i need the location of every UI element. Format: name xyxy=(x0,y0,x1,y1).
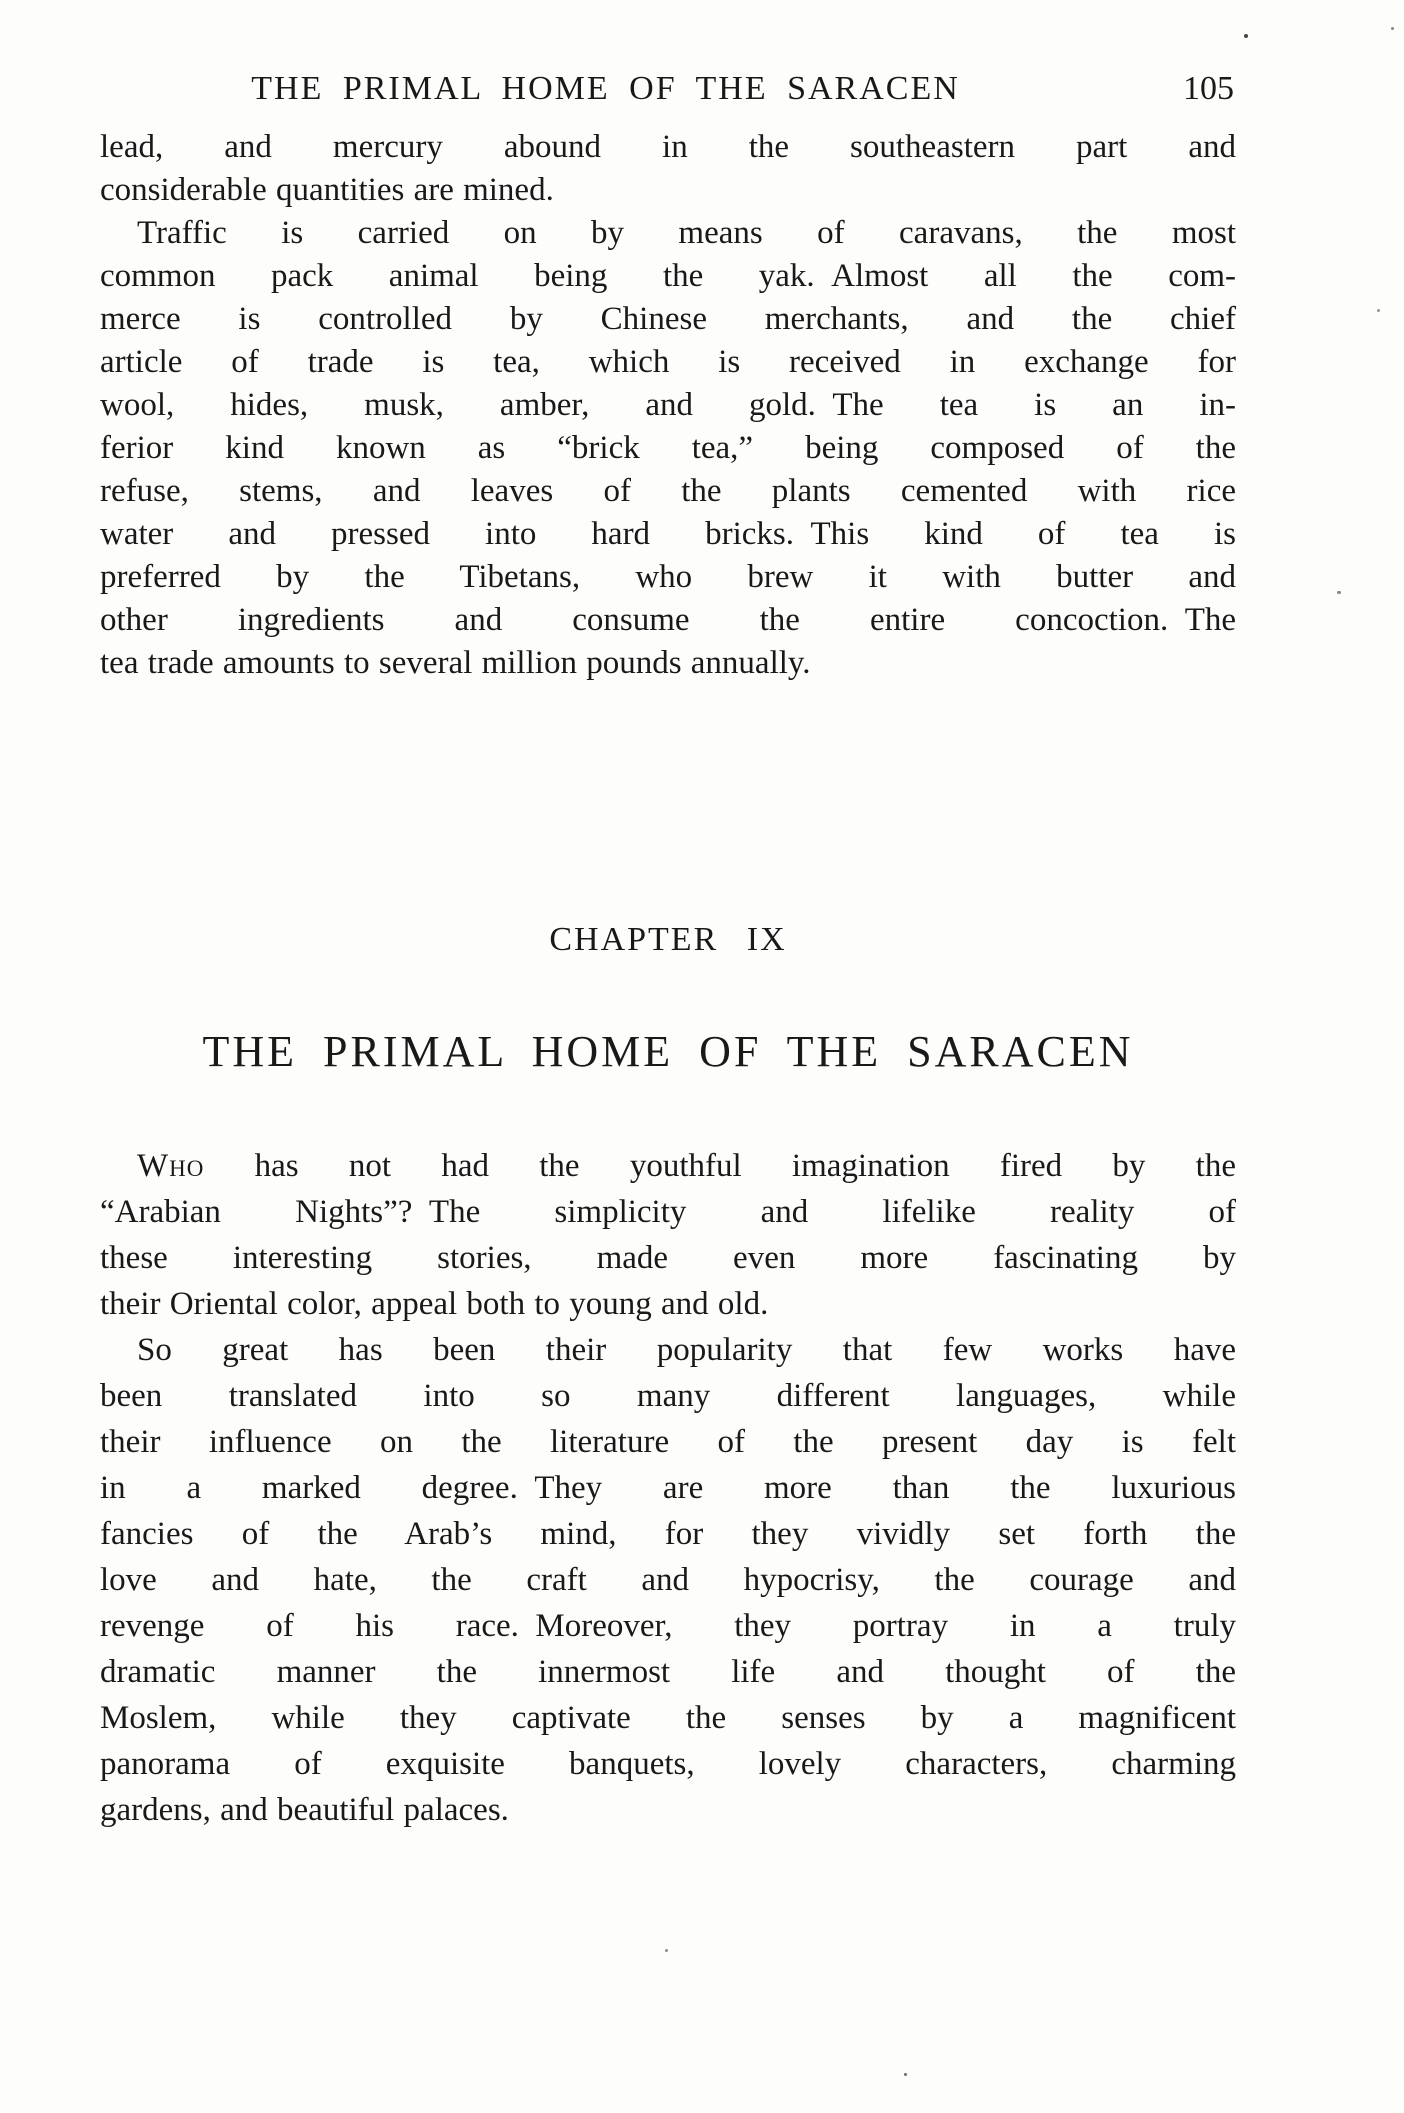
text-line: water and pressed into hard bricks. This kind of tea is xyxy=(100,516,1236,552)
scan-speck xyxy=(1337,591,1341,594)
paragraph xyxy=(100,1143,1236,1327)
text-line: Moslem, while they captivate the senses by a magnificent xyxy=(100,1700,1236,1736)
body-text-chapter xyxy=(100,1143,1236,1833)
paragraph xyxy=(100,126,1236,212)
text-line: wool, hides, musk, amber, and gold. The tea is an in- xyxy=(100,387,1236,423)
page-number: 105 xyxy=(1183,70,1234,107)
text-line: “Arabian Nights”? The simplicity and lifelike reality of xyxy=(100,1194,1236,1230)
scan-speck xyxy=(1391,27,1394,30)
running-header xyxy=(100,70,1236,110)
text-line: other ingredients and consume the entire concoction. The xyxy=(100,602,1236,638)
text-line: So great has been their popularity that few works have xyxy=(137,1332,1236,1368)
scan-speck xyxy=(904,2073,907,2076)
scan-speck xyxy=(1377,309,1380,312)
text-line: preferred by the Tibetans, who brew it with butter and xyxy=(100,559,1236,595)
scan-speck xyxy=(665,1949,668,1952)
chapter-label: CHAPTER IX xyxy=(549,921,787,958)
text-line: dramatic manner the innermost life and thought of the xyxy=(100,1654,1236,1690)
text-line: fancies of the Arab’s mind, for they vividly set forth the xyxy=(100,1516,1236,1552)
text-line: considerable quantities are mined. xyxy=(100,172,554,208)
text-line: Traffic is carried on by means of caravans, the most xyxy=(137,215,1236,251)
text-line: merce is controlled by Chinese merchants, and the chief xyxy=(100,301,1236,337)
running-header-title: THE PRIMAL HOME OF THE SARACEN xyxy=(251,70,960,107)
text-line: in a marked degree. They are more than the luxurious xyxy=(100,1470,1236,1506)
smallcaps-lead-word: Who xyxy=(137,1148,205,1184)
text-line: lead, and mercury abound in the southeastern part and xyxy=(100,129,1236,165)
paragraph xyxy=(100,1327,1236,1833)
text-line: love and hate, the craft and hypocrisy, the courage and xyxy=(100,1562,1236,1598)
text-line: tea trade amounts to several million pounds annually. xyxy=(100,645,811,681)
text-line: refuse, stems, and leaves of the plants cemented with rice xyxy=(100,473,1236,509)
body-text-top xyxy=(100,126,1236,685)
text-line: their influence on the literature of the present day is felt xyxy=(100,1424,1236,1460)
scan-speck xyxy=(1244,34,1248,38)
text-line: common pack animal being the yak. Almost all the com- xyxy=(100,258,1236,294)
text-line: ferior kind known as “brick tea,” being composed of the xyxy=(100,430,1236,466)
text-line: their Oriental color, appeal both to young and old. xyxy=(100,1286,769,1322)
paragraph xyxy=(100,212,1236,685)
text-line: revenge of his race. Moreover, they portray in a truly xyxy=(100,1608,1236,1644)
chapter-title: THE PRIMAL HOME OF THE SARACEN xyxy=(202,1027,1134,1076)
text-line: these interesting stories, made even more fascinating by xyxy=(100,1240,1236,1276)
text-line: gardens, and beautiful palaces. xyxy=(100,1792,509,1828)
text-line: Who has not had the youthful imagination fired by the xyxy=(137,1148,1236,1184)
text-line: panorama of exquisite banquets, lovely characters, charming xyxy=(100,1746,1236,1782)
text-line: been translated into so many different languages, while xyxy=(100,1378,1236,1414)
text-line: article of trade is tea, which is received in exchange for xyxy=(100,344,1236,380)
